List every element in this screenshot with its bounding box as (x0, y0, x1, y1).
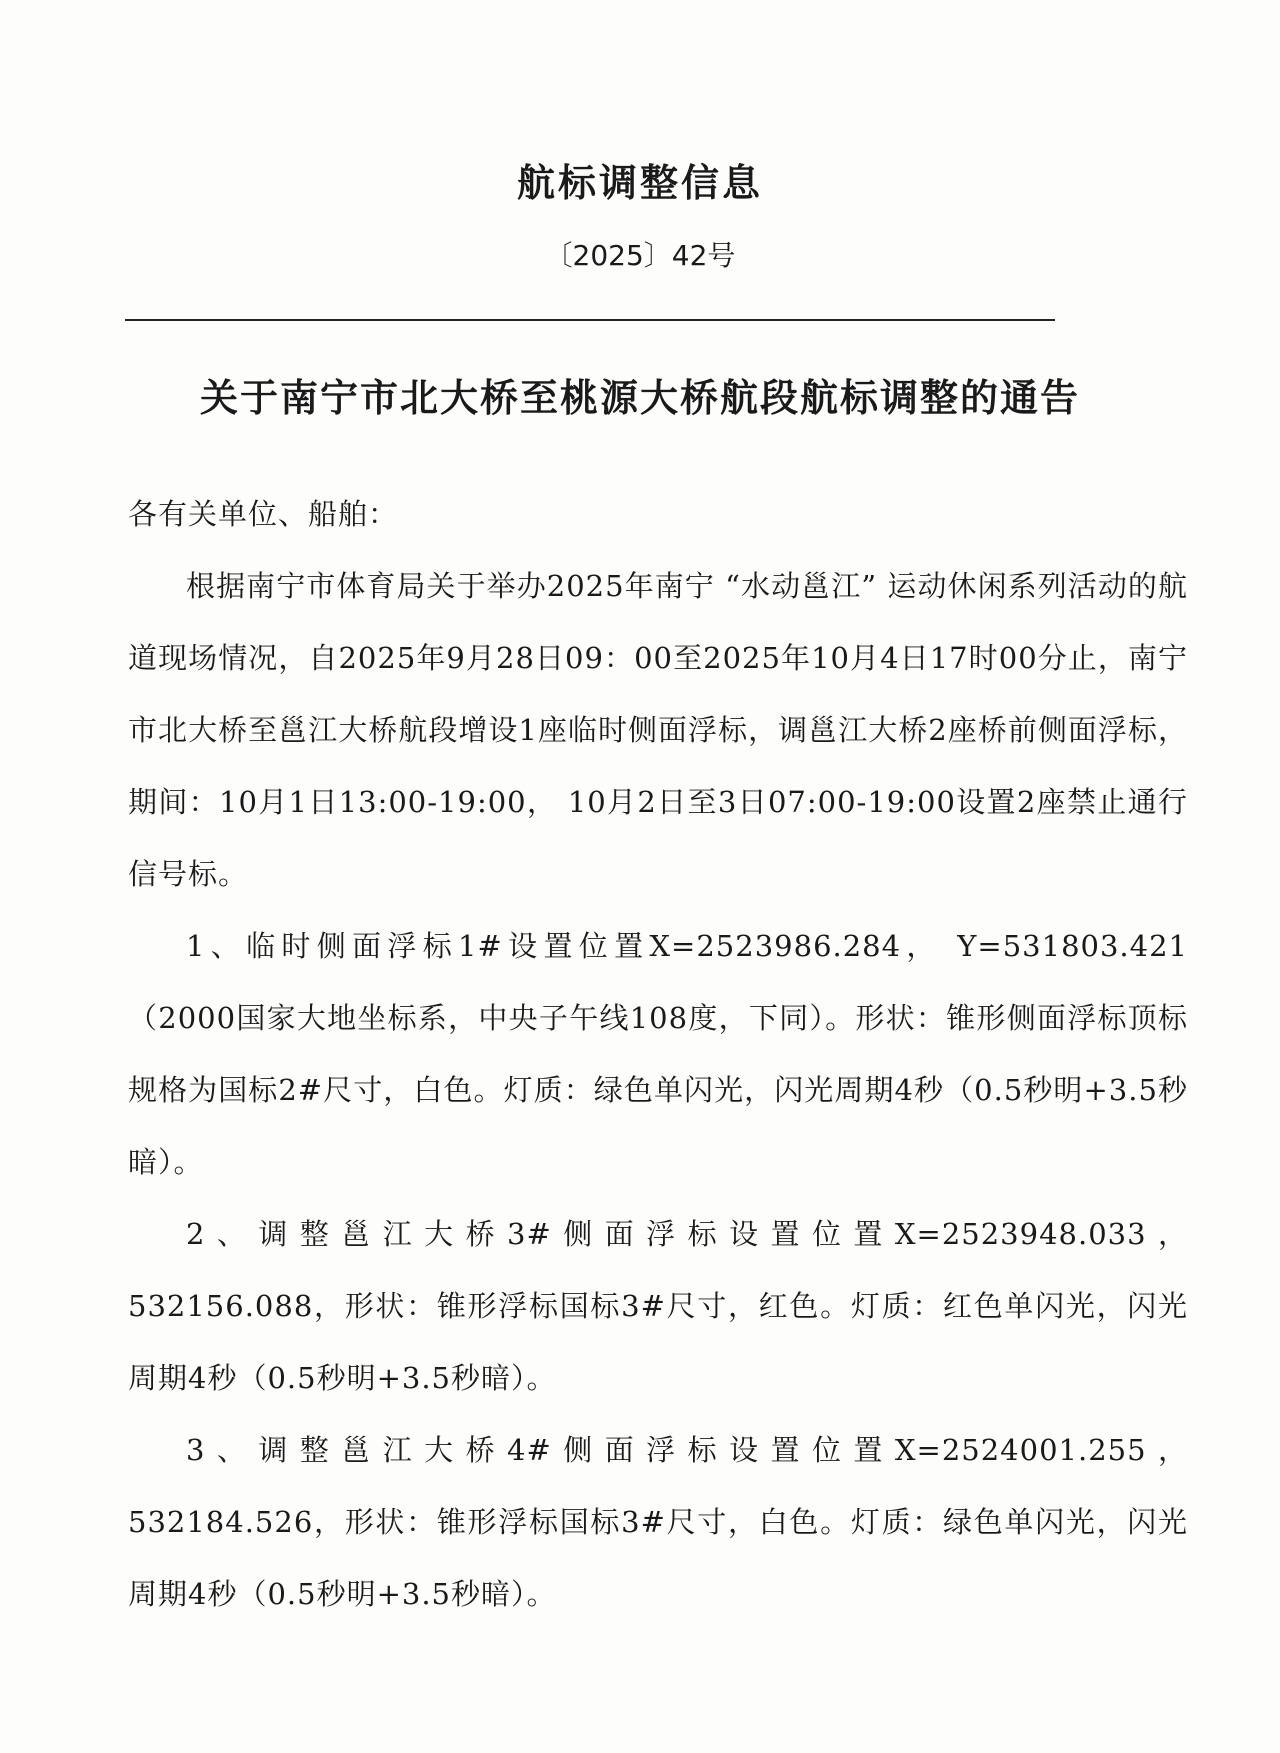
notice-title: 关于南宁市北大桥至桃源大桥航段航标调整的通告 (199, 376, 1080, 420)
list-item-2: 2、调整邕江大桥3#侧面浮标设置位置X=2523948.033，532156.088，形状：锥形浮标国标3#尺寸，红色。灯质：红色单闪光，闪光周期4秒（0.5秒明+3.5秒暗）。 (128, 1217, 1188, 1395)
header-divider (125, 319, 1055, 321)
list-item-1: 1、临时侧面浮标1#设置位置X=2523986.284， Y=531803.421（2000国家大地坐标系，中央子午线108度，下同）。形状：锥形侧面浮标顶标规格为国标2#尺寸，白色。灯质：绿色单闪光，闪光周期4秒（0.5秒明+3.5秒暗）。 (128, 929, 1188, 1179)
document-number: 〔2025〕42号 (544, 239, 736, 272)
intro-paragraph: 根据南宁市体育局关于举办2025年南宁 “水动邕江” 运动休闲系列活动的航道现场情况，自2025年9月28日09：00至2025年10月4日17时00分止，南宁市北大桥至邕江大桥航段增设1座临时侧面浮标，调邕江大桥2座桥前侧面浮标，期间：10月1日13:00-19:00， 10月2日至3日07:00-19:00设置2座禁止通行信号标。 (128, 569, 1188, 891)
salutation: 各有关单位、船舶： (128, 497, 399, 531)
header-title: 航标调整信息 (516, 161, 763, 205)
notice-body (128, 478, 1188, 1630)
list-item-3: 3、调整邕江大桥4#侧面浮标设置位置X=2524001.255，532184.526，形状：锥形浮标国标3#尺寸，白色。灯质：绿色单闪光，闪光周期4秒（0.5秒明+3.5秒暗）。 (128, 1433, 1188, 1611)
